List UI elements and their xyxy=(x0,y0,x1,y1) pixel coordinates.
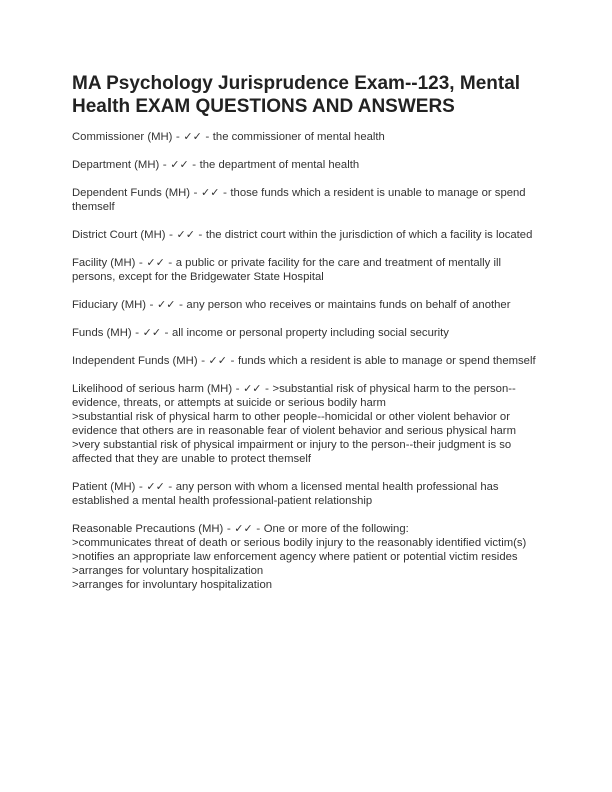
definition-list xyxy=(72,130,546,592)
definition-term: Patient (MH) xyxy=(72,481,136,493)
definition-continuation-line xyxy=(72,410,546,438)
definition-entry xyxy=(72,298,546,312)
definition-first-line xyxy=(72,354,546,368)
definition-continuation-line xyxy=(72,550,546,564)
document-content xyxy=(72,72,546,606)
definition-text: >substantial risk of physical harm to the person--evidence, threats, or attempts at suicide or serious bodily harm xyxy=(72,383,516,409)
definition-text: a public or private facility for the care and treatment of mentally ill persons, except for the Bridgewater State Hospital xyxy=(72,257,501,283)
definition-continuation-line xyxy=(72,536,546,550)
definition-entry xyxy=(72,354,546,368)
definition-continuation-line xyxy=(72,578,546,592)
definition-text: those funds which a resident is unable to manage or spend themself xyxy=(72,187,526,213)
document-title: MA Psychology Jurisprudence Exam--123, Mental Health EXAM QUESTIONS AND ANSWERS xyxy=(72,73,521,117)
definition-first-line xyxy=(72,158,546,172)
definition-term: District Court (MH) xyxy=(72,229,166,241)
definition-entry xyxy=(72,158,546,172)
definition-continuation-line xyxy=(72,438,546,466)
definition-text: funds which a resident is able to manage or spend themself xyxy=(237,355,536,367)
definition-term: Commissioner (MH) xyxy=(72,131,173,143)
definition-first-line xyxy=(72,480,546,508)
definition-text: all income or personal property including social security xyxy=(172,327,449,339)
definition-text: >arranges for voluntary hospitalization xyxy=(72,565,264,577)
definition-term: Fiduciary (MH) xyxy=(72,299,147,311)
definition-first-line xyxy=(72,186,546,214)
definition-term: Dependent Funds (MH) xyxy=(72,187,191,199)
definition-term: Department (MH) xyxy=(72,159,160,171)
definition-text: >substantial risk of physical harm to other people--homicidal or other violent behavior or evidence that others are in reasonable fear of violent behavior and serious physical harm xyxy=(72,411,516,437)
definition-first-line xyxy=(72,522,546,536)
definition-first-line xyxy=(72,298,546,312)
double-check-icon: - ✓✓ - xyxy=(131,326,172,339)
double-check-icon: - ✓✓ - xyxy=(135,256,176,269)
definition-term: Independent Funds (MH) xyxy=(72,355,198,367)
double-check-icon: - ✓✓ - xyxy=(172,130,213,143)
definition-entry xyxy=(72,228,546,242)
double-check-icon: - ✓✓ - xyxy=(165,228,206,241)
double-check-icon: - ✓✓ - xyxy=(159,158,200,171)
definition-entry xyxy=(72,186,546,214)
definition-text: the department of mental health xyxy=(199,159,360,171)
definition-text: >notifies an appropriate law enforcement agency where patient or potential victim resides xyxy=(72,551,518,563)
definition-entry xyxy=(72,256,546,284)
definition-text: any person with whom a licensed mental health professional has established a mental health professional-patient relationship xyxy=(72,481,499,507)
definition-entry xyxy=(72,480,546,508)
definition-first-line xyxy=(72,326,546,340)
definition-first-line xyxy=(72,130,546,144)
double-check-icon: - ✓✓ - xyxy=(223,522,264,535)
definition-first-line xyxy=(72,382,546,410)
definition-text: the commissioner of mental health xyxy=(212,131,385,143)
definition-text: any person who receives or maintains funds on behalf of another xyxy=(186,299,511,311)
double-check-icon: - ✓✓ - xyxy=(197,354,238,367)
definition-text: One or more of the following: xyxy=(263,523,409,535)
double-check-icon: - ✓✓ - xyxy=(135,480,176,493)
definition-text: >communicates threat of death or serious bodily injury to the reasonably identified victim(s) xyxy=(72,537,527,549)
definition-text: >arranges for involuntary hospitalization xyxy=(72,579,273,591)
definition-continuation-line xyxy=(72,564,546,578)
definition-term: Funds (MH) xyxy=(72,327,132,339)
definition-first-line xyxy=(72,228,546,242)
definition-first-line xyxy=(72,256,546,284)
definition-text: >very substantial risk of physical impairment or injury to the person--their judgment is so affected that they are unable to protect themself xyxy=(72,439,512,465)
definition-entry xyxy=(72,382,546,466)
double-check-icon: - ✓✓ - xyxy=(146,298,187,311)
definition-text: the district court within the jurisdiction of which a facility is located xyxy=(205,229,533,241)
double-check-icon: - ✓✓ - xyxy=(190,186,231,199)
definition-term: Reasonable Precautions (MH) xyxy=(72,523,224,535)
definition-entry xyxy=(72,326,546,340)
definition-entry xyxy=(72,522,546,592)
double-check-icon: - ✓✓ - xyxy=(232,382,273,395)
definition-term: Likelihood of serious harm (MH) xyxy=(72,383,233,395)
definition-term: Facility (MH) xyxy=(72,257,136,269)
definition-entry xyxy=(72,130,546,144)
